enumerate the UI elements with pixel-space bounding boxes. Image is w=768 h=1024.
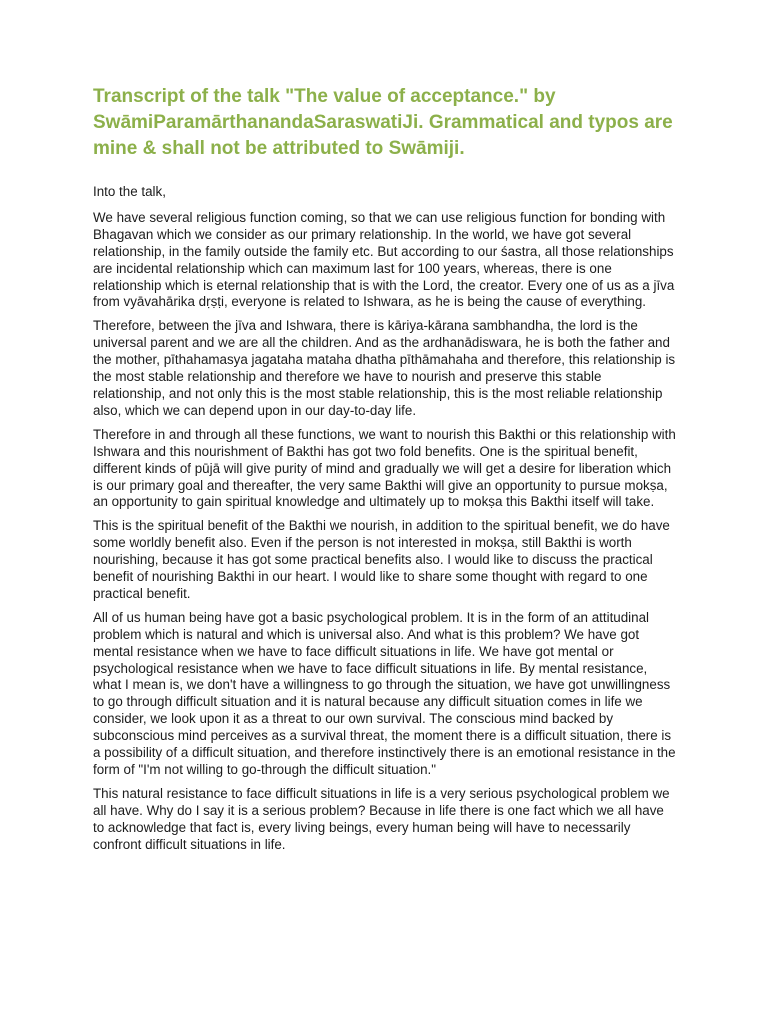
paragraph-4: This is the spiritual benefit of the Bakthi we nourish, in addition to the spiritual benefit, we do have some worldly benefit also. Even if the person is not interested in mokṣa, still Bakthi is worth nourishing, because it has got some practical benefits also. I would like to discuss the practical benefit of nourishing Bakthi in our heart. I would like to share some thought with regard to one practical benefit. bbox=[93, 518, 670, 601]
document-page bbox=[93, 84, 677, 861]
paragraph-6: This natural resistance to face difficult situations in life is a very serious psychological problem we all have. Why do I say it is a serious problem? Because in life there is one fact which we all have to acknowledge that fact is, every living beings, every human being will have to necessarily confront difficult situations in life. bbox=[93, 785, 670, 852]
paragraph-2: Therefore, between the jīva and Ishwara, there is kāriya-kārana sambhandha, the lord is the universal parent and we are all the children. And as the ardhanādiswara, he is both the father and the mother, pīthahamasya jagataha mataha dhatha pīthāmahaha and therefore, this relationship is the most stable relationship and therefore we have to nourish and preserve this stable relationship, and not only this is the most stable relationship, this is the most reliable relationship also, which we can depend upon in our day-to-day life. bbox=[93, 318, 676, 418]
intro-text: Into the talk, bbox=[93, 184, 166, 199]
paragraph-3: Therefore in and through all these functions, we want to nourish this Bakthi or this relationship with Ishwara and this nourishment of Bakthi has got two fold benefits. One is the spiritual benefit, different kinds of pūjā will give purity of mind and gradually we will get a desire for liberation which is our primary goal and thereafter, the very same Bakthi will give an opportunity to pursue mokṣa, an opportunity to gain spiritual knowledge and ultimately up to mokṣa this Bakthi itself will take. bbox=[93, 426, 676, 510]
document-title: Transcript of the talk "The value of acceptance." by SwāmiParamārthanandaSaraswatiJi. Grammatical and typos are mine & shall not be attributed to Swāmiji. bbox=[93, 86, 673, 159]
paragraph-1: We have several religious function coming, so that we can use religious function for bonding with Bhagavan which we consider as our primary relationship. In the world, we have got several relationship, in the family outside the family etc. But according to our śastra, all those relationships are incidental relationship which can maximum last for 100 years, whereas, there is one relationship which is eternal relationship that is with the Lord, the creator. Every one of us as a jīva from vyāvahārika dṛṣṭi, everyone is related to Ishwara, as he is being the cause of everything. bbox=[93, 209, 675, 310]
paragraph-5: All of us human being have got a basic psychological problem. It is in the form of an attitudinal problem which is natural and which is universal also. And what is this problem? We have got mental resistance when we have to face difficult situations in life. We have got mental or psychological resistance when we have to face difficult situations in life. By mental resistance, what I mean is, we don't have a willingness to go through the situation, we have got unwillingness to go through difficult situation and it is natural because any difficult situation comes in life we consider, we look upon it as a threat to our own survival. The conscious mind backed by subconscious mind perceives as a survival threat, the moment there is a difficult situation, there is a possibility of a difficult situation, and therefore instinctively there is an emotional resistance in the form of "I'm not willing to go-through the difficult situation." bbox=[93, 609, 676, 777]
